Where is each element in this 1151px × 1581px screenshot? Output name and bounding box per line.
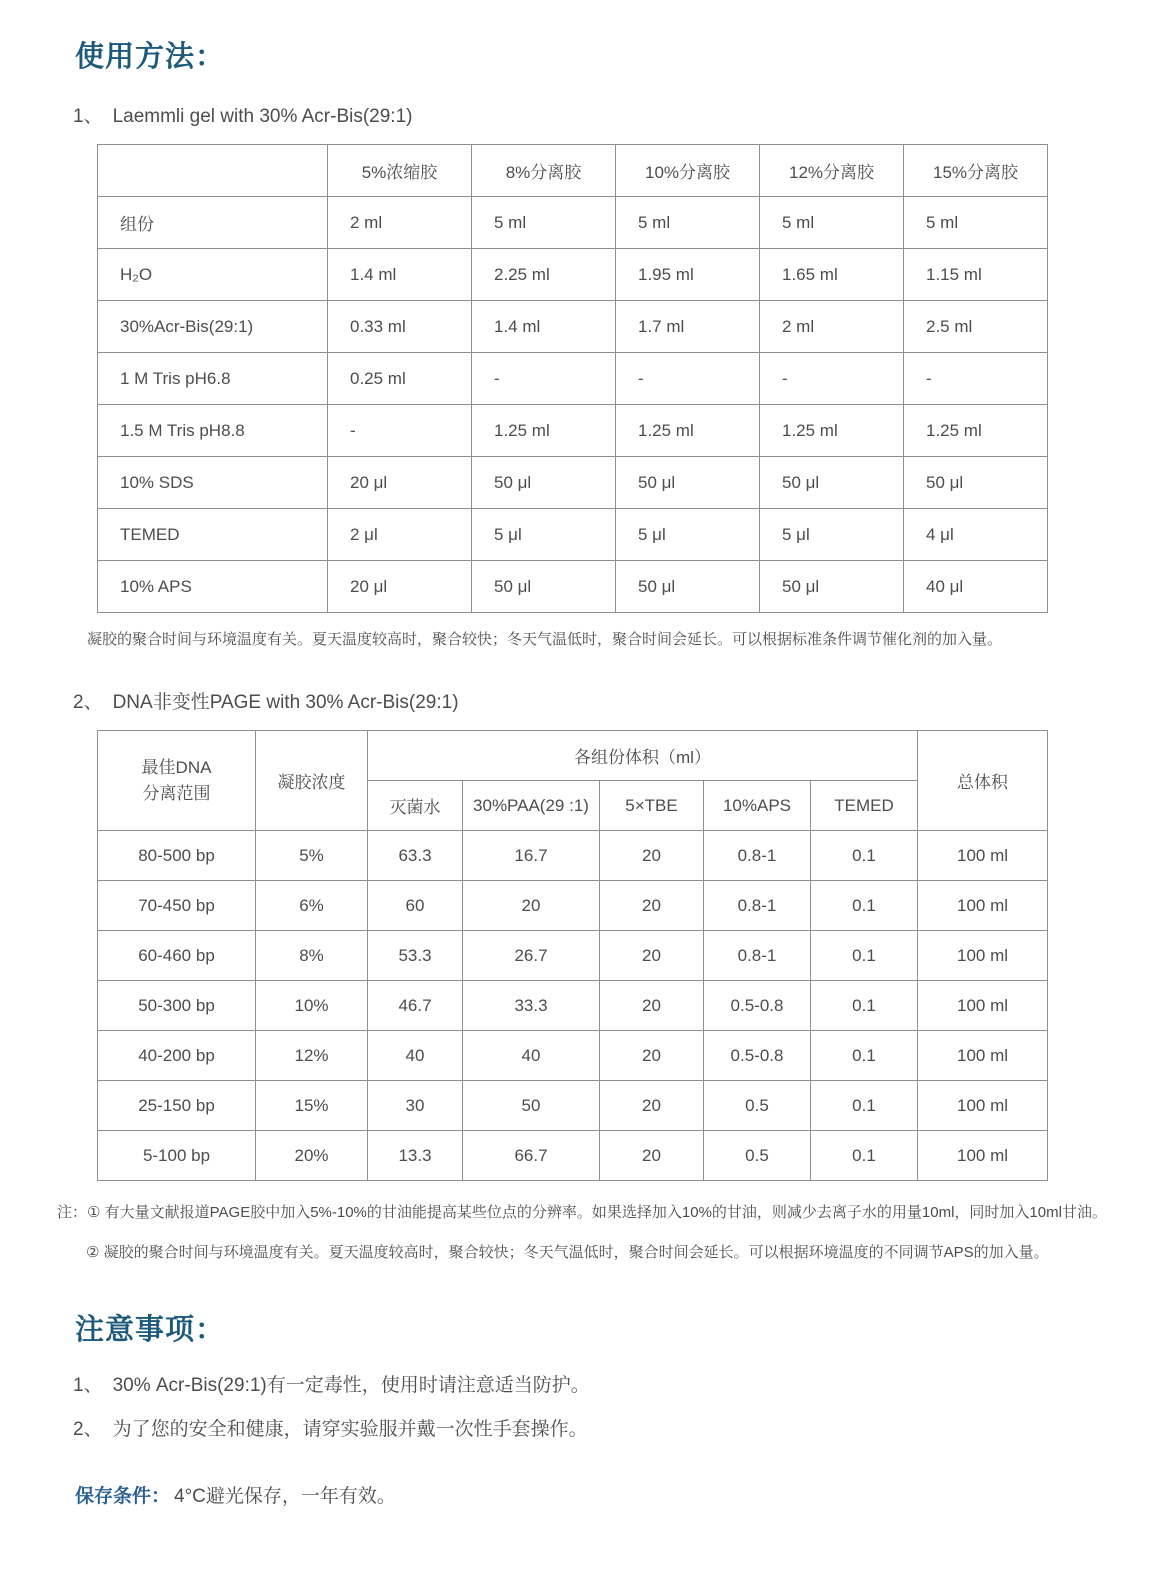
value-cell: 20: [600, 1081, 704, 1131]
precaution-item: [73, 1370, 1151, 1397]
value-cell: 40: [368, 1031, 463, 1081]
value-cell: -: [472, 353, 616, 405]
value-cell: 20: [600, 931, 704, 981]
header-cell: 总体积: [918, 731, 1048, 831]
value-cell: 20%: [256, 1131, 368, 1181]
header-group-cell: 各组份体积（ml）: [368, 731, 918, 781]
value-cell: 1.15 ml: [904, 249, 1048, 301]
value-cell: 100 ml: [918, 831, 1048, 881]
value-cell: 50 μl: [472, 561, 616, 613]
table2-footnotes: [57, 1193, 1151, 1273]
storage-conditions: [75, 1481, 1151, 1508]
dna-page-table: [97, 730, 1048, 1181]
value-cell: 1.4 ml: [328, 249, 472, 301]
heading-label: Laemmli gel with 30% Acr-Bis(29:1): [112, 106, 413, 127]
value-cell: 1.25 ml: [472, 405, 616, 457]
value-cell: 4 μl: [904, 509, 1048, 561]
footnote-prefix: 注：: [57, 1204, 88, 1221]
value-cell: 50 μl: [616, 457, 760, 509]
heading-number: 1、: [73, 106, 103, 127]
value-cell: 5 ml: [616, 197, 760, 249]
row-label-cell: 30%Acr-Bis(29:1): [98, 301, 328, 353]
value-cell: 0.5-0.8: [704, 1031, 811, 1081]
value-cell: 0.1: [811, 831, 918, 881]
value-cell: 46.7: [368, 981, 463, 1031]
table1-footnote: 凝胶的聚合时间与环境温度有关。夏天温度较高时，聚合较快；冬天气温低时，聚合时间会延长。可以根据标准条件调节催化剂的加入量。: [87, 631, 1003, 648]
value-cell: 50: [463, 1081, 600, 1131]
value-cell: 1.25 ml: [616, 405, 760, 457]
table-row: [98, 353, 1048, 405]
precaution-text: 为了您的安全和健康，请穿实验服并戴一次性手套操作。: [112, 1419, 588, 1440]
value-cell: 53.3: [368, 931, 463, 981]
precaution-text: 30% Acr-Bis(29:1)有一定毒性，使用时请注意适当防护。: [112, 1375, 590, 1396]
value-cell: 0.25 ml: [328, 353, 472, 405]
value-cell: 20: [463, 881, 600, 931]
footnote-text: ① 有大量文献报道PAGE胶中加入5%-10%的甘油能提高某些位点的分辨率。如果选择加入10%的甘油，则减少去离子水的用量10ml，同时加入10ml甘油。: [87, 1204, 1107, 1221]
table-row: [98, 457, 1048, 509]
header-cell: [98, 731, 256, 831]
table-row: [98, 509, 1048, 561]
table-row: [98, 881, 1048, 931]
storage-label: 保存条件：: [75, 1486, 171, 1507]
value-cell: 6%: [256, 881, 368, 931]
value-cell: 0.1: [811, 981, 918, 1031]
value-cell: 5%: [256, 831, 368, 881]
value-cell: 100 ml: [918, 881, 1048, 931]
value-cell: 60: [368, 881, 463, 931]
value-cell: 100 ml: [918, 931, 1048, 981]
header-cell: [98, 145, 328, 197]
row-label-cell: 10% SDS: [98, 457, 328, 509]
value-cell: 26.7: [463, 931, 600, 981]
footnote-line: [57, 1233, 1151, 1273]
table-header-row: [98, 145, 1048, 197]
value-cell: 0.8-1: [704, 831, 811, 881]
value-cell: 5 μl: [472, 509, 616, 561]
row-label-cell: 1 M Tris pH6.8: [98, 353, 328, 405]
value-cell: 2 ml: [328, 197, 472, 249]
header-line: 分离范围: [142, 783, 211, 803]
table-row: [98, 1081, 1048, 1131]
value-cell: 50 μl: [760, 561, 904, 613]
value-cell: 20: [600, 1131, 704, 1181]
row-label-cell: 1.5 M Tris pH8.8: [98, 405, 328, 457]
header-cell: 凝胶浓度: [256, 731, 368, 831]
value-cell: 2.5 ml: [904, 301, 1048, 353]
value-cell: 0.5: [704, 1081, 811, 1131]
value-cell: 0.1: [811, 1131, 918, 1181]
value-cell: 50 μl: [904, 457, 1048, 509]
value-cell: 0.1: [811, 1081, 918, 1131]
value-cell: 2 ml: [760, 301, 904, 353]
value-cell: -: [760, 353, 904, 405]
value-cell: 13.3: [368, 1131, 463, 1181]
value-cell: 0.5: [704, 1131, 811, 1181]
value-cell: 30: [368, 1081, 463, 1131]
value-cell: 0.1: [811, 931, 918, 981]
value-cell: 5 μl: [760, 509, 904, 561]
table-row: [98, 931, 1048, 981]
value-cell: 20: [600, 1031, 704, 1081]
value-cell: 20: [600, 831, 704, 881]
row-label-cell: H₂O: [98, 249, 328, 301]
table-row: [98, 981, 1048, 1031]
header-cell: 5%浓缩胶: [328, 145, 472, 197]
table-row: [98, 405, 1048, 457]
header-cell: 15%分离胶: [904, 145, 1048, 197]
precaution-item: [73, 1414, 1151, 1441]
row-label-cell: TEMED: [98, 509, 328, 561]
value-cell: 20: [600, 981, 704, 1031]
value-cell: 0.8-1: [704, 931, 811, 981]
storage-text: 4°C避光保存，一年有效。: [174, 1486, 396, 1507]
value-cell: 16.7: [463, 831, 600, 881]
value-cell: 2.25 ml: [472, 249, 616, 301]
value-cell: 100 ml: [918, 1031, 1048, 1081]
value-cell: 2 μl: [328, 509, 472, 561]
footnote-line: [57, 1193, 1151, 1233]
value-cell: 63.3: [368, 831, 463, 881]
list-number: 2、: [73, 1419, 103, 1440]
value-cell: 33.3: [463, 981, 600, 1031]
row-label-cell: 40-200 bp: [98, 1031, 256, 1081]
value-cell: 1.4 ml: [472, 301, 616, 353]
table-header-row: [98, 731, 1048, 781]
value-cell: 10%: [256, 981, 368, 1031]
value-cell: 0.33 ml: [328, 301, 472, 353]
row-label-cell: 70-450 bp: [98, 881, 256, 931]
value-cell: 100 ml: [918, 981, 1048, 1031]
value-cell: 66.7: [463, 1131, 600, 1181]
header-cell: 8%分离胶: [472, 145, 616, 197]
value-cell: -: [328, 405, 472, 457]
subheader-cell: 5×TBE: [600, 781, 704, 831]
value-cell: 20 μl: [328, 457, 472, 509]
value-cell: 1.65 ml: [760, 249, 904, 301]
value-cell: 0.5-0.8: [704, 981, 811, 1031]
value-cell: 0.8-1: [704, 881, 811, 931]
value-cell: 0.1: [811, 1031, 918, 1081]
value-cell: 20: [600, 881, 704, 931]
value-cell: 15%: [256, 1081, 368, 1131]
value-cell: 5 ml: [760, 197, 904, 249]
document-page: [0, 34, 1151, 1508]
header-line: 最佳DNA: [141, 757, 212, 777]
table-row: [98, 831, 1048, 881]
list-number: 1、: [73, 1375, 103, 1396]
table-row: [98, 1031, 1048, 1081]
value-cell: 1.95 ml: [616, 249, 760, 301]
subheader-cell: 30%PAA(29 :1): [463, 781, 600, 831]
table-row: [98, 301, 1048, 353]
usage-section-title: 使用方法：: [75, 41, 226, 73]
value-cell: 40 μl: [904, 561, 1048, 613]
table-row: [98, 249, 1048, 301]
heading-laemmli-gel: [73, 101, 1151, 128]
value-cell: 5 ml: [472, 197, 616, 249]
value-cell: 100 ml: [918, 1081, 1048, 1131]
value-cell: 12%: [256, 1031, 368, 1081]
header-cell: 10%分离胶: [616, 145, 760, 197]
value-cell: -: [616, 353, 760, 405]
value-cell: 50 μl: [472, 457, 616, 509]
laemmli-gel-table: [97, 144, 1048, 613]
row-label-cell: 10% APS: [98, 561, 328, 613]
value-cell: 1.25 ml: [760, 405, 904, 457]
row-label-cell: 60-460 bp: [98, 931, 256, 981]
value-cell: 50 μl: [616, 561, 760, 613]
value-cell: 40: [463, 1031, 600, 1081]
value-cell: 5 ml: [904, 197, 1048, 249]
row-label-cell: 组份: [98, 197, 328, 249]
table-row: [98, 197, 1048, 249]
heading-number: 2、: [73, 692, 103, 713]
heading-label: DNA非变性PAGE with 30% Acr-Bis(29:1): [112, 692, 459, 713]
value-cell: 100 ml: [918, 1131, 1048, 1181]
value-cell: -: [904, 353, 1048, 405]
precautions-section-title: 注意事项：: [75, 1314, 226, 1346]
value-cell: 0.1: [811, 881, 918, 931]
header-cell: 12%分离胶: [760, 145, 904, 197]
row-label-cell: 50-300 bp: [98, 981, 256, 1031]
subheader-cell: 灭菌水: [368, 781, 463, 831]
row-label-cell: 5-100 bp: [98, 1131, 256, 1181]
value-cell: 1.7 ml: [616, 301, 760, 353]
value-cell: 8%: [256, 931, 368, 981]
row-label-cell: 25-150 bp: [98, 1081, 256, 1131]
table-row: [98, 1131, 1048, 1181]
table-row: [98, 561, 1048, 613]
footnote-text: ② 凝胶的聚合时间与环境温度有关。夏天温度较高时，聚合较快；冬天气温低时，聚合时间会延长。可以根据环境温度的不同调节APS的加入量。: [86, 1244, 1049, 1261]
subheader-cell: TEMED: [811, 781, 918, 831]
heading-dna-page: [73, 687, 1151, 714]
value-cell: 5 μl: [616, 509, 760, 561]
row-label-cell: 80-500 bp: [98, 831, 256, 881]
value-cell: 20 μl: [328, 561, 472, 613]
value-cell: 50 μl: [760, 457, 904, 509]
value-cell: 1.25 ml: [904, 405, 1048, 457]
subheader-cell: 10%APS: [704, 781, 811, 831]
